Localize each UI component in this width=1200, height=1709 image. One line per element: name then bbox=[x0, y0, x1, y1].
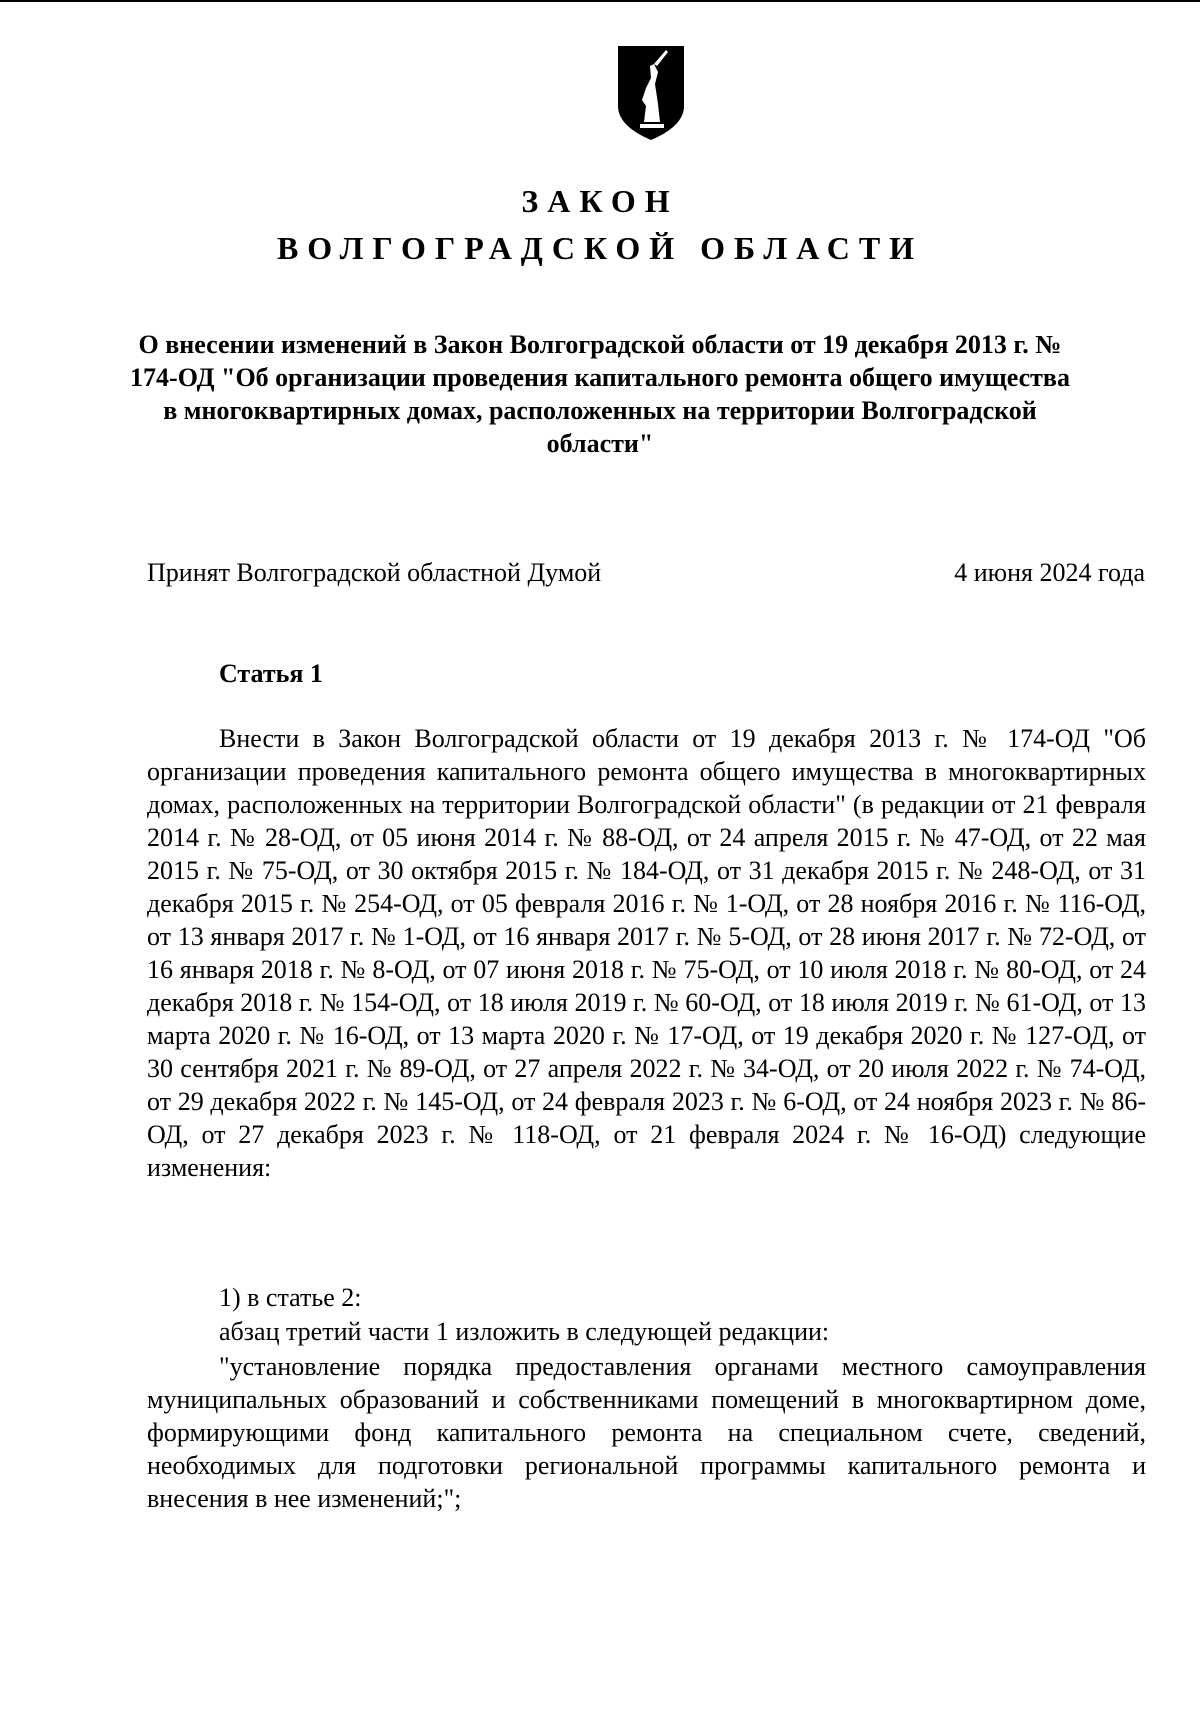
quoted-paragraph bbox=[147, 1350, 1146, 1515]
amendment-item-2: абзац третий части 1 изложить в следующей редакции: bbox=[219, 1317, 830, 1346]
region-heading: ВОЛГОГРАДСКОЙ ОБЛАСТИ bbox=[276, 230, 924, 266]
quote-text: "установление порядка предоставления органами местного самоуправления муниципальных образований и собственниками помещений в многоквартирном доме, формирующими фонд капитального ремонта на специальном счете, сведений, необходимых для подготовки региональной программы капитального ремонта и внесения в нее изменений;"; bbox=[147, 1352, 1146, 1513]
amendment-item-1: 1) в статье 2: bbox=[219, 1283, 362, 1312]
law-title: О внесении изменений в Закон Волгоградской области от 19 декабря 2013 г. № 174-ОД "Об организации проведения капитального ремонта общего имущества в многоквартирных домах, расположенных на территории Волгоградской области" bbox=[130, 330, 1070, 458]
intro-text: Внести в Закон Волгоградской области от 19 декабря 2013 г. № 174-ОД "Об организации проведения капитального ремонта общего имущества в многоквартирных домах, расположенных на территории Волгоградской области" (в редакции от 21 февраля 2014 г. № 28-ОД, от 05 июня 2014 г. № 88-ОД, от 24 апреля 2015 г. № 47-ОД, от 22 мая 2015 г. № 75-ОД, от 30 октября 2015 г. № 184-ОД, от 31 декабря 2015 г. № 248-ОД, от 31 декабря 2015 г. № 254-ОД, от 05 февраля 2016 г. № 1-ОД, от 28 ноября 2016 г. № 116-ОД, от 13 января 2017 г. № 1-ОД, от 16 января 2017 г. № 5-ОД, от 28 июня 2017 г. № 72-ОД, от 16 января 2018 г. № 8-ОД, от 07 июня 2018 г. № 75-ОД, от 10 июля 2018 г. № 80-ОД, от 24 декабря 2018 г. № 154-ОД, от 18 июля 2019 г. № 60-ОД, от 18 июля 2019 г. № 61-ОД, от 13 марта 2020 г. № 16-ОД, от 13 марта 2020 г. № 17-ОД, от 19 декабря 2020 г. № 127-ОД, от 30 сентября 2021 г. № 89-ОД, от 27 апреля 2022 г. № 34-ОД, от 20 июля 2022 г. № 74-ОД, от 29 декабря 2022 г. № 145-ОД, от 24 февраля 2023 г. № 6-ОД, от 24 ноября 2023 г. № 86-ОД, от 27 декабря 2023 г. № 118-ОД, от 21 февраля 2024 г. № 16-ОД) следующие изменения: bbox=[147, 724, 1146, 1182]
article-intro-paragraph bbox=[147, 722, 1146, 1184]
adoption-date: 4 июня 2024 года bbox=[954, 558, 1145, 587]
article-heading: Статья 1 bbox=[219, 659, 323, 688]
law-heading: ЗАКОН bbox=[521, 183, 679, 219]
coat-of-arms-icon bbox=[614, 44, 688, 142]
top-border-line bbox=[0, 0, 1200, 2]
adoption-label: Принят Волгоградской областной Думой bbox=[147, 558, 602, 587]
